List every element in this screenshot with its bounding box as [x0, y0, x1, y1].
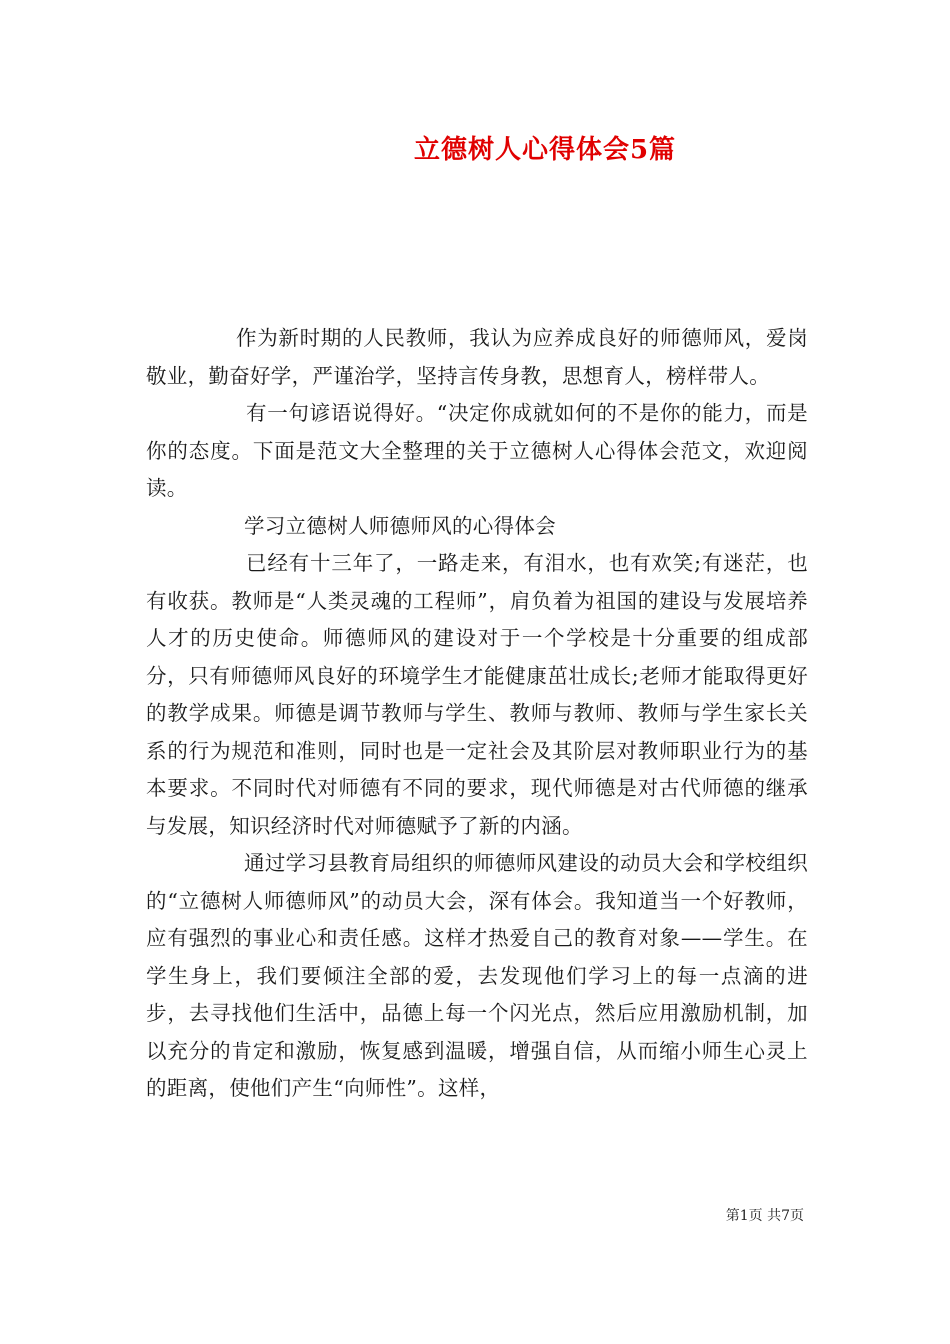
paragraph-4: 通过学习县教育局组织的师德师风建设的动员大会和学校组织的“立德树人师德师风”的动员大会，深有体会。我知道当一个好教师，应有强烈的事业心和责任感。这样才热爱自己的教育对象——学生。在学生身上，我们要倾注全部的爱，去发现他们学习上的每一点滴的进步，去寻找他们生活中，品德上每一个闪光点，然后应用激励机制，加以充分的肯定和激励，恢复感到温暖，增强自信，从而缩小师生心灵上的距离，使他们产生“向师性”。这样，	[146, 851, 808, 1100]
section-heading: 学习立德树人师德师风的心得体会	[244, 513, 556, 538]
page-number-footer: 第1页 共7页	[725, 1208, 804, 1224]
document-body	[146, 320, 808, 1108]
paragraph-2: 有一句谚语说得好。“决定你成就如何的不是你的能力，而是你的态度。下面是范文大全整理的关于立德树人心得体会范文，欢迎阅读。	[146, 401, 808, 500]
paragraph-1: 作为新时期的人民教师，我认为应养成良好的师德师风，爱岗敬业，勤奋好学，严谨治学，坚持言传身教，思想育人，榜样带人。	[146, 326, 808, 388]
paragraph-3: 已经有十三年了，一路走来，有泪水，也有欢笑;有迷茫，也有收获。教师是“人类灵魂的工程师”，肩负着为祖国的建设与发展培养人才的历史使命。师德师风的建设对于一个学校是十分重要的组成部分，只有师德师风良好的环境学生才能健康茁壮成长;老师才能取得更好的教学成果。师德是调节教师与学生、教师与教师、教师与学生家长关系的行为规范和准则，同时也是一定社会及其阶层对教师职业行为的基本要求。不同时代对师德有不同的要求，现代师德是对古代师德的继承与发展，知识经济时代对师德赋予了新的内涵。	[146, 551, 808, 838]
document-title: 立德树人心得体会5篇	[413, 135, 677, 165]
